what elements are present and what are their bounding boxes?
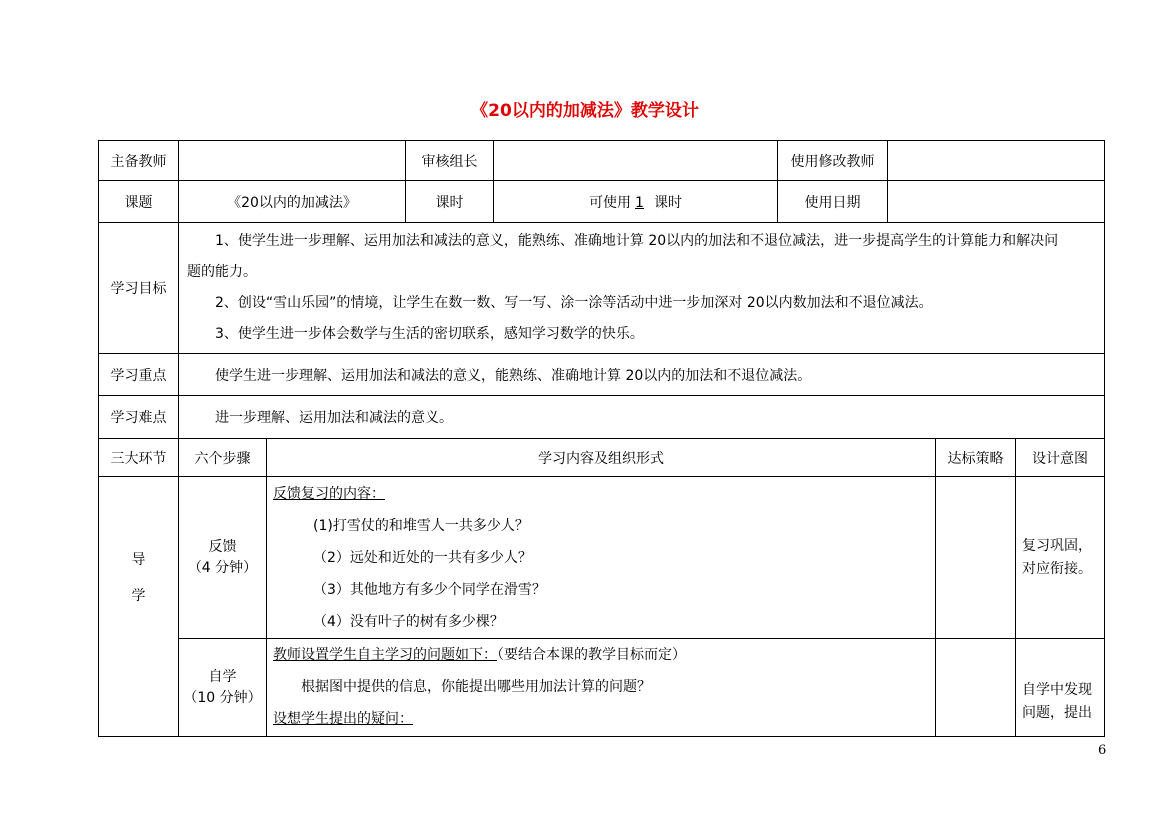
goals-content: [179, 223, 1105, 354]
reviewer-label: 审核组长: [406, 141, 494, 181]
periods-label: 课时: [406, 181, 494, 223]
step-strategy: [936, 639, 1016, 737]
goal-item: 2、创设“雪山乐园”的情境，让学生在数一数、写一写、涂一涂等活动中进一步加深对 20以内数加法和不退位减法。: [215, 295, 933, 311]
step-line: （3）其他地方有多少个同学在滑雪？: [313, 582, 546, 598]
step-intent-cell: [1016, 477, 1105, 639]
step-selfstudy: [179, 639, 267, 737]
phase-cell: [99, 477, 179, 737]
step-time: （4 分钟）: [187, 559, 258, 576]
col-header-phase: 三大环节: [99, 439, 179, 477]
step-subheading: 设想学生提出的疑问：: [273, 711, 413, 727]
modifier-value: [888, 141, 1105, 181]
phase-char: 导: [131, 552, 146, 568]
col-header-content: 学习内容及组织形式: [267, 439, 936, 477]
focus-label: 学习重点: [99, 354, 179, 396]
step-intent: 自学中发现问题，提出: [1022, 682, 1092, 721]
step-heading: 教师设置学生自主学习的问题如下：: [273, 647, 497, 663]
date-label: 使用日期: [778, 181, 888, 223]
step-line: （2）远处和近处的一共有多少人？: [313, 550, 532, 566]
difficulty-content: [179, 396, 1105, 439]
periods-count: 1: [635, 194, 644, 211]
step-line: （4）没有叶子的树有多少棵？: [313, 614, 504, 630]
step-line: 根据图中提供的信息，你能提出哪些用加法计算的问题？: [301, 679, 651, 695]
header-table: [98, 140, 1105, 439]
step-name: 自学: [208, 668, 237, 685]
reviewer-value: [494, 141, 778, 181]
process-table: [98, 438, 1105, 737]
topic-value: 《20以内的加减法》: [179, 181, 406, 223]
step-heading: 反馈复习的内容：: [273, 486, 385, 502]
step-intent: 复习巩固，对应衔接。: [1022, 537, 1092, 577]
focus-text: 使学生进一步理解、运用加法和减法的意义，能熟练、准确地计算 20以内的加法和不退位减法。: [215, 367, 812, 384]
page-number: 6: [1098, 743, 1107, 758]
lead-teacher-label: 主备教师: [99, 141, 179, 181]
periods-suffix: 课时: [653, 194, 682, 211]
focus-content: [179, 354, 1105, 396]
col-header-step: 六个步骤: [179, 439, 267, 477]
step-feedback: [179, 477, 267, 639]
modifier-label: 使用修改教师: [778, 141, 888, 181]
phase-char: 学: [131, 588, 146, 604]
step-time: （10 分钟）: [183, 689, 262, 706]
step-name: 反馈: [208, 538, 237, 555]
date-value: [888, 181, 1105, 223]
step-line: (1)打雪仗的和堆雪人一共多少人？: [313, 518, 529, 534]
page-title: 《20以内的加减法》教学设计: [471, 101, 699, 121]
goal-item: 题的能力。: [187, 264, 257, 280]
step-strategy: [936, 477, 1016, 639]
goal-item: 1、使学生进一步理解、运用加法和减法的意义，能熟练、准确地计算 20以内的加法和不退位减法，进一步提高学生的计算能力和解决问: [215, 233, 1059, 249]
periods-prefix: 可使用: [589, 194, 632, 211]
step-content: [267, 477, 936, 639]
lead-teacher-value: [179, 141, 406, 181]
step-content: [267, 639, 936, 737]
difficulty-label: 学习难点: [99, 396, 179, 439]
step-intent-cell: [1016, 639, 1105, 737]
col-header-intent: 设计意图: [1016, 439, 1105, 477]
step-heading-note: （要结合本课的教学目标而定）: [497, 647, 686, 663]
col-header-strategy: 达标策略: [936, 439, 1016, 477]
difficulty-text: 进一步理解、运用加法和减法的意义。: [215, 410, 453, 426]
topic-label: 课题: [99, 181, 179, 223]
goals-label: 学习目标: [99, 223, 179, 354]
goal-item: 3、使学生进一步体会数学与生活的密切联系，感知学习数学的快乐。: [215, 326, 644, 342]
periods-value: [494, 181, 778, 223]
